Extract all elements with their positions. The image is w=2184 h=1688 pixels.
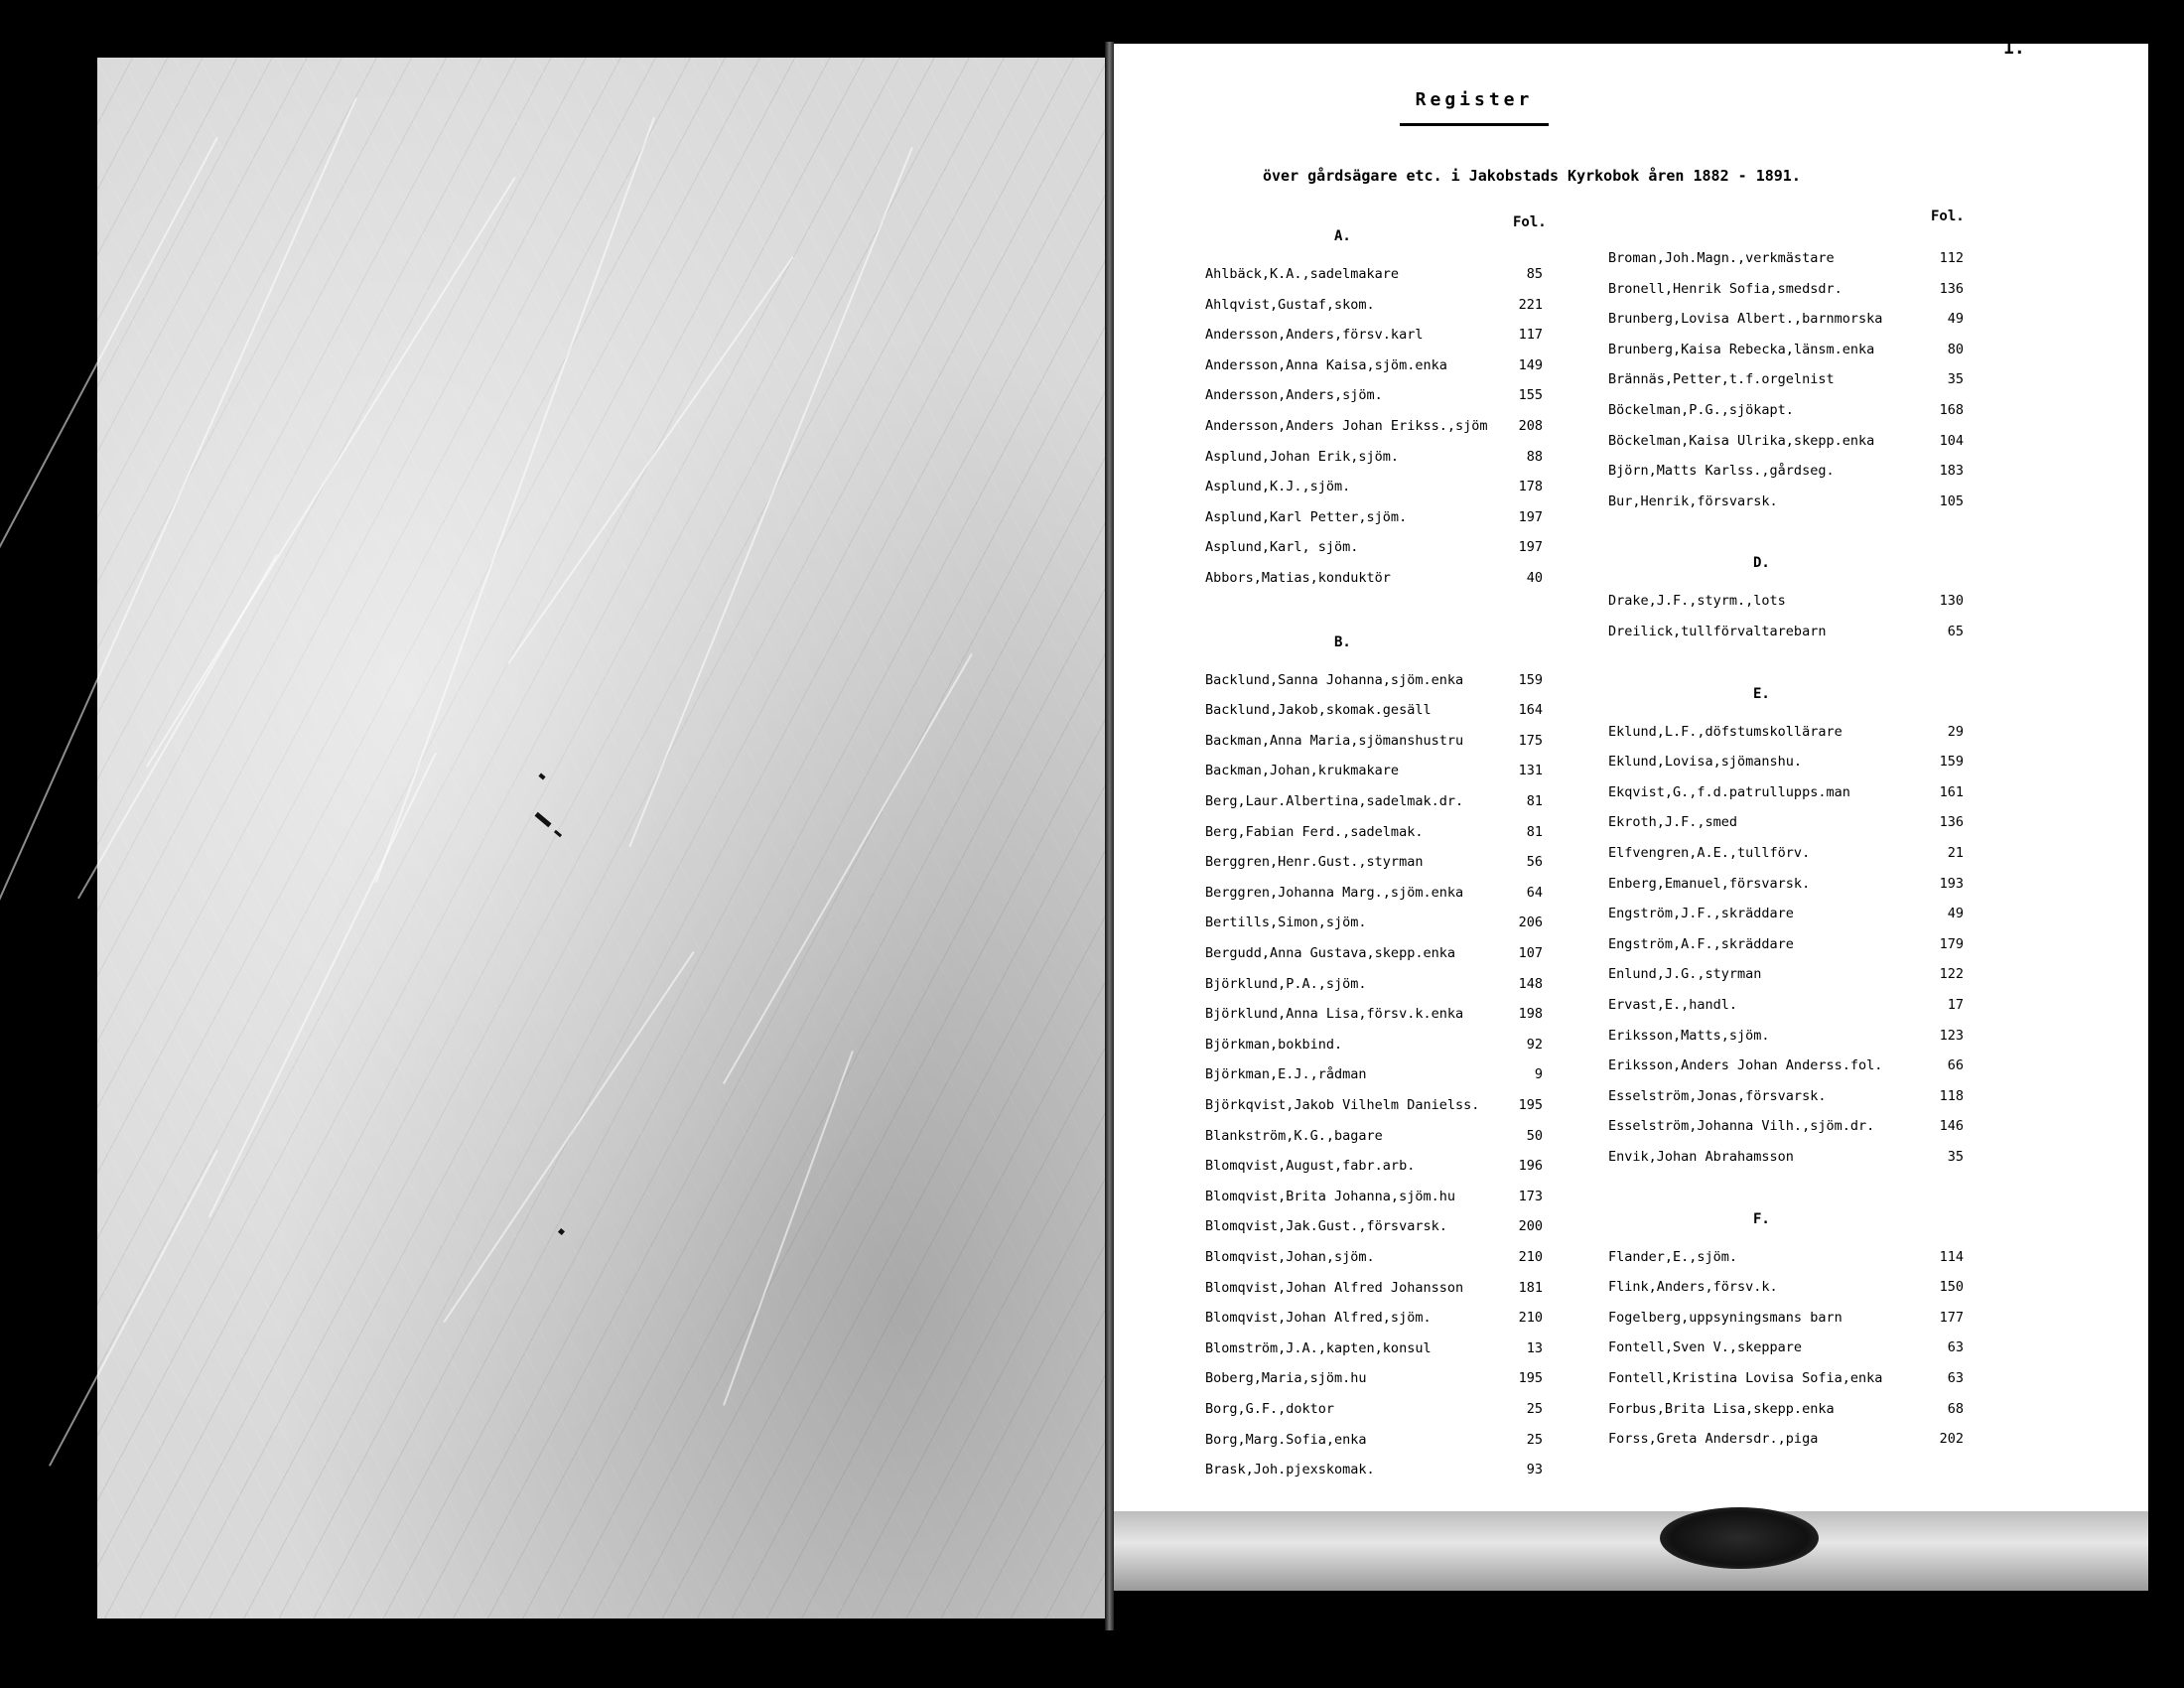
section-letter: A.: [1334, 228, 1351, 244]
entry-folio: 117: [1518, 327, 1543, 344]
register-entry: [1205, 1247, 1563, 1267]
entry-folio: 40: [1526, 570, 1543, 586]
film-speck: [538, 774, 545, 780]
folio-header-right: Fol.: [1931, 209, 1965, 224]
entry-folio: 168: [1939, 402, 1964, 418]
register-entry: [1205, 1368, 1563, 1388]
film-scratch: [443, 951, 694, 1323]
register-entry: [1205, 325, 1563, 345]
register-entry: [1205, 822, 1563, 842]
entry-name: Andersson,Anders Johan Erikss.,sjöm: [1205, 418, 1488, 434]
entry-name: Ekroth,J.F.,smed: [1608, 814, 1738, 831]
film-scratch: [723, 1051, 854, 1406]
register-entry: [1205, 913, 1563, 932]
entry-folio: 148: [1518, 975, 1543, 992]
register-entry: [1205, 1399, 1563, 1419]
register-entry: [1205, 507, 1563, 527]
register-entry: [1608, 874, 1985, 894]
section-letter: E.: [1753, 685, 1770, 702]
entry-name: Borg,G.F.,doktor: [1205, 1401, 1335, 1417]
entry-folio: 64: [1526, 884, 1543, 901]
entry-name: Fogelberg,uppsyningsmans barn: [1608, 1309, 1843, 1326]
entry-folio: 155: [1518, 387, 1543, 404]
register-entry: [1608, 812, 1985, 832]
film-scratch: [0, 137, 218, 664]
register-entry: [1205, 791, 1563, 811]
register-entry: [1205, 1064, 1563, 1084]
register-entry: [1205, 943, 1563, 963]
entry-name: Boberg,Maria,sjöm.hu: [1205, 1370, 1367, 1387]
register-entry: [1205, 883, 1563, 903]
register-entry: [1608, 1399, 1985, 1419]
title-underline: [1400, 123, 1549, 126]
register-entry: [1608, 1086, 1985, 1106]
entry-name: Ahlbäck,K.A.,sadelmakare: [1205, 266, 1400, 282]
register-entry: [1608, 622, 1985, 641]
entry-name: Flander,E.,sjöm.: [1608, 1248, 1738, 1265]
entry-name: Drake,J.F.,styrm.,lots: [1608, 593, 1786, 610]
register-entry: [1608, 461, 1985, 481]
entry-name: Eriksson,Anders Johan Anderss.fol.: [1608, 1057, 1883, 1074]
entry-folio: 150: [1939, 1279, 1964, 1296]
film-scratch: [375, 117, 655, 883]
entry-name: Björn,Matts Karlss.,gårdseg.: [1608, 463, 1835, 480]
entry-name: Esselström,Johanna Vilh.,sjöm.dr.: [1608, 1118, 1875, 1135]
entry-name: Elfvengren,A.E.,tullförv.: [1608, 845, 1811, 861]
film-speck: [554, 830, 562, 837]
register-entry: [1608, 248, 1985, 268]
entry-name: Asplund,Johan Erik,sjöm.: [1205, 448, 1400, 465]
entry-name: Blomström,J.A.,kapten,konsul: [1205, 1339, 1432, 1356]
register-entry: [1205, 416, 1563, 436]
section-letter: B.: [1334, 633, 1351, 650]
entry-folio: 9: [1534, 1066, 1543, 1083]
register-entry: [1608, 1247, 1985, 1267]
folio-header-left: Fol.: [1513, 214, 1547, 230]
register-entry: [1205, 447, 1563, 467]
entry-name: Ekqvist,G.,f.d.patrullupps.man: [1608, 783, 1850, 800]
entry-folio: 183: [1939, 463, 1964, 480]
entry-folio: 25: [1526, 1401, 1543, 1417]
entry-name: Backlund,Jakob,skomak.gesäll: [1205, 702, 1432, 719]
register-entry: [1205, 264, 1563, 284]
entry-name: Andersson,Anders,försv.karl: [1205, 327, 1424, 344]
film-speck: [534, 812, 551, 827]
register-entry: [1205, 355, 1563, 375]
entry-folio: 149: [1518, 356, 1543, 373]
entry-folio: 35: [1947, 1149, 1964, 1165]
register-entry: [1205, 385, 1563, 405]
register-entry: [1205, 1216, 1563, 1236]
entry-name: Engström,J.F.,skräddare: [1608, 906, 1794, 922]
register-entry: [1608, 431, 1985, 451]
register-entry: [1608, 1368, 1985, 1388]
register-entry: [1608, 1337, 1985, 1357]
register-entry: [1205, 1187, 1563, 1206]
entry-folio: 159: [1939, 754, 1964, 771]
film-scratch: [507, 256, 793, 664]
entry-folio: 161: [1939, 783, 1964, 800]
register-entry: [1205, 1004, 1563, 1024]
entry-name: Broman,Joh.Magn.,verkmästare: [1608, 250, 1835, 266]
entry-folio: 181: [1518, 1279, 1543, 1296]
entry-folio: 92: [1526, 1036, 1543, 1053]
entry-folio: 35: [1947, 371, 1964, 388]
entry-folio: 159: [1518, 671, 1543, 688]
register-entry: [1608, 492, 1985, 511]
film-scratch: [628, 147, 913, 847]
entry-name: Blankström,K.G.,bagare: [1205, 1127, 1383, 1144]
entry-folio: 88: [1526, 448, 1543, 465]
entry-folio: 50: [1526, 1127, 1543, 1144]
entry-folio: 197: [1518, 508, 1543, 525]
register-entry: [1205, 1156, 1563, 1176]
entry-name: Blomqvist,Johan,sjöm.: [1205, 1249, 1375, 1265]
entry-folio: 164: [1518, 702, 1543, 719]
register-entry: [1608, 369, 1985, 389]
register-entry: [1205, 731, 1563, 751]
entry-name: Ervast,E.,handl.: [1608, 997, 1738, 1013]
entry-name: Eklund,L.F.,döfstumskollärare: [1608, 723, 1843, 740]
register-entry: [1205, 1430, 1563, 1450]
entry-folio: 25: [1526, 1431, 1543, 1448]
entry-name: Forbus,Brita Lisa,skepp.enka: [1608, 1400, 1835, 1417]
film-scratch: [49, 1150, 218, 1467]
entry-name: Forss,Greta Andersdr.,piga: [1608, 1431, 1819, 1448]
entry-folio: 130: [1939, 593, 1964, 610]
entry-folio: 66: [1947, 1057, 1964, 1074]
entry-name: Berggren,Johanna Marg.,sjöm.enka: [1205, 884, 1464, 901]
entry-name: Brännäs,Petter,t.f.orgelnist: [1608, 371, 1835, 388]
register-entry: [1608, 1116, 1985, 1136]
register-entry: [1608, 340, 1985, 359]
entry-name: Envik,Johan Abrahamsson: [1608, 1149, 1794, 1165]
register-entry: [1608, 722, 1985, 742]
entry-name: Engström,A.F.,skräddare: [1608, 935, 1794, 952]
entry-folio: 63: [1947, 1370, 1964, 1386]
entry-name: Flink,Anders,försv.k.: [1608, 1279, 1778, 1296]
entry-name: Enberg,Emanuel,försvarsk.: [1608, 875, 1811, 892]
entry-folio: 13: [1526, 1339, 1543, 1356]
register-entry: [1205, 1126, 1563, 1146]
entry-name: Björklund,Anna Lisa,försv.k.enka: [1205, 1006, 1464, 1023]
film-speck: [558, 1228, 565, 1235]
register-entry: [1608, 752, 1985, 772]
entry-folio: 93: [1526, 1462, 1543, 1478]
entry-folio: 131: [1518, 763, 1543, 779]
entry-folio: 193: [1939, 875, 1964, 892]
entry-folio: 195: [1518, 1097, 1543, 1113]
page-subtitle: över gårdsägare etc. i Jakobstads Kyrkobok åren 1882 - 1891.: [1263, 167, 1801, 185]
entry-name: Brunberg,Kaisa Rebecka,länsm.enka: [1608, 341, 1875, 357]
register-entry: [1608, 400, 1985, 420]
entry-folio: 175: [1518, 732, 1543, 749]
left-blank-page: [97, 58, 1105, 1618]
register-entry: [1205, 1308, 1563, 1328]
register-entry: [1205, 670, 1563, 690]
register-entry: [1205, 700, 1563, 720]
register-entry: [1608, 1055, 1985, 1075]
entry-folio: 206: [1518, 914, 1543, 931]
film-scratch: [0, 97, 357, 914]
entry-name: Berg,Fabian Ferd.,sadelmak.: [1205, 823, 1424, 840]
register-entry: [1205, 537, 1563, 557]
entry-folio: 200: [1518, 1218, 1543, 1235]
entry-name: Blomqvist,Johan Alfred Johansson: [1205, 1279, 1464, 1296]
register-entry: [1205, 1278, 1563, 1298]
register-entry: [1608, 782, 1985, 802]
entry-folio: 114: [1939, 1248, 1964, 1265]
entry-folio: 80: [1947, 341, 1964, 357]
register-entry: [1205, 477, 1563, 496]
entry-name: Backman,Johan,krukmakare: [1205, 763, 1400, 779]
entry-folio: 49: [1947, 906, 1964, 922]
register-entry: [1608, 904, 1985, 923]
register-entry: [1608, 279, 1985, 299]
entry-folio: 81: [1526, 823, 1543, 840]
entry-folio: 118: [1939, 1087, 1964, 1104]
register-entry: [1608, 934, 1985, 954]
entry-folio: 210: [1518, 1249, 1543, 1265]
register-entry: [1608, 309, 1985, 329]
entry-folio: 105: [1939, 492, 1964, 509]
entry-name: Fontell,Sven V.,skeppare: [1608, 1339, 1803, 1356]
entry-name: Brunberg,Lovisa Albert.,barnmorska: [1608, 311, 1883, 328]
register-entry: [1608, 1277, 1985, 1297]
entry-folio: 196: [1518, 1158, 1543, 1175]
entry-folio: 146: [1939, 1118, 1964, 1135]
left-register-column: [1205, 209, 1563, 1499]
entry-folio: 221: [1518, 296, 1543, 313]
entry-name: Borg,Marg.Sofia,enka: [1205, 1431, 1367, 1448]
entry-folio: 173: [1518, 1188, 1543, 1204]
section-letter: F.: [1753, 1210, 1770, 1227]
entry-folio: 122: [1939, 966, 1964, 983]
entry-folio: 85: [1526, 266, 1543, 282]
entry-name: Bur,Henrik,försvarsk.: [1608, 492, 1778, 509]
section-letter: D.: [1753, 555, 1770, 572]
register-entry: [1608, 1308, 1985, 1328]
entry-name: Enlund,J.G.,styrman: [1608, 966, 1762, 983]
entry-folio: 177: [1939, 1309, 1964, 1326]
entry-folio: 112: [1939, 250, 1964, 266]
entry-folio: 68: [1947, 1400, 1964, 1417]
entry-folio: 29: [1947, 723, 1964, 740]
entry-name: Blomqvist,August,fabr.arb.: [1205, 1158, 1416, 1175]
entry-name: Björkman,E.J.,rådman: [1205, 1066, 1367, 1083]
entry-name: Fontell,Kristina Lovisa Sofia,enka: [1608, 1370, 1883, 1386]
entry-name: Asplund,Karl, sjöm.: [1205, 539, 1359, 556]
entry-name: Blomqvist,Jak.Gust.,försvarsk.: [1205, 1218, 1447, 1235]
register-entry: [1205, 974, 1563, 994]
register-entry: [1205, 1035, 1563, 1055]
film-scratch: [208, 753, 437, 1217]
entry-folio: 136: [1939, 814, 1964, 831]
entry-folio: 198: [1518, 1006, 1543, 1023]
register-entry: [1608, 843, 1985, 863]
register-entry: [1608, 995, 1985, 1015]
entry-name: Berg,Laur.Albertina,sadelmak.dr.: [1205, 793, 1464, 809]
entry-name: Bronell,Henrik Sofia,smedsdr.: [1608, 280, 1843, 297]
entry-name: Backman,Anna Maria,sjömanshustru: [1205, 732, 1464, 749]
entry-folio: 179: [1939, 935, 1964, 952]
register-entry: [1205, 1095, 1563, 1115]
film-scratch: [146, 177, 516, 768]
book-gutter: [1105, 42, 1114, 1630]
register-entry: [1608, 1429, 1985, 1449]
entry-folio: 210: [1518, 1310, 1543, 1327]
entry-name: Abbors,Matias,konduktör: [1205, 570, 1391, 586]
register-entry: [1608, 1026, 1985, 1046]
entry-folio: 136: [1939, 280, 1964, 297]
register-entry: [1205, 852, 1563, 872]
archive-stamp: [1660, 1507, 1819, 1569]
right-register-column: [1608, 209, 1985, 1499]
entry-name: Andersson,Anna Kaisa,sjöm.enka: [1205, 356, 1447, 373]
entry-folio: 21: [1947, 845, 1964, 861]
entry-name: Blomqvist,Brita Johanna,sjöm.hu: [1205, 1188, 1455, 1204]
entry-folio: 63: [1947, 1339, 1964, 1356]
entry-folio: 208: [1518, 418, 1543, 434]
entry-name: Esselström,Jonas,försvarsk.: [1608, 1087, 1827, 1104]
entry-name: Berggren,Henr.Gust.,styrman: [1205, 854, 1424, 871]
entry-folio: 202: [1939, 1431, 1964, 1448]
entry-name: Böckelman,Kaisa Ulrika,skepp.enka: [1608, 432, 1875, 449]
register-entry: [1205, 1460, 1563, 1479]
register-entry: [1608, 964, 1985, 984]
entry-name: Blomqvist,Johan Alfred,sjöm.: [1205, 1310, 1432, 1327]
film-scratch: [77, 554, 278, 899]
page-edge: [1114, 1511, 2148, 1591]
register-entry: [1608, 591, 1985, 611]
entry-name: Eklund,Lovisa,sjömanshu.: [1608, 754, 1803, 771]
register-entry: [1608, 1147, 1985, 1167]
entry-name: Backlund,Sanna Johanna,sjöm.enka: [1205, 671, 1464, 688]
entry-name: Eriksson,Matts,sjöm.: [1608, 1027, 1770, 1044]
page-title: Register: [1415, 89, 1534, 110]
entry-name: Brask,Joh.pjexskomak.: [1205, 1462, 1375, 1478]
entry-folio: 49: [1947, 311, 1964, 328]
register-entry: [1205, 295, 1563, 315]
entry-folio: 104: [1939, 432, 1964, 449]
entry-name: Asplund,K.J.,sjöm.: [1205, 479, 1351, 495]
entry-name: Asplund,Karl Petter,sjöm.: [1205, 508, 1408, 525]
entry-folio: 65: [1947, 624, 1964, 639]
register-entry: [1205, 568, 1563, 588]
entry-name: Andersson,Anders,sjöm.: [1205, 387, 1383, 404]
entry-folio: 56: [1526, 854, 1543, 871]
entry-folio: 123: [1939, 1027, 1964, 1044]
entry-name: Dreilick,tullförvaltarebarn: [1608, 624, 1827, 639]
entry-folio: 107: [1518, 945, 1543, 961]
register-entry: [1205, 1338, 1563, 1358]
entry-name: Ahlqvist,Gustaf,skom.: [1205, 296, 1375, 313]
entry-name: Bertills,Simon,sjöm.: [1205, 914, 1367, 931]
entry-folio: 178: [1518, 479, 1543, 495]
entry-name: Böckelman,P.G.,sjökapt.: [1608, 402, 1794, 418]
entry-folio: 197: [1518, 539, 1543, 556]
entry-name: Björkqvist,Jakob Vilhelm Danielss.: [1205, 1097, 1480, 1113]
entry-folio: 195: [1518, 1370, 1543, 1387]
entry-name: Bergudd,Anna Gustava,skepp.enka: [1205, 945, 1455, 961]
page-number: 1.: [2003, 38, 2025, 59]
entry-folio: 17: [1947, 997, 1964, 1013]
register-entry: [1205, 761, 1563, 780]
entry-folio: 81: [1526, 793, 1543, 809]
entry-name: Björklund,P.A.,sjöm.: [1205, 975, 1367, 992]
film-scratch: [723, 653, 973, 1084]
entry-name: Björkman,bokbind.: [1205, 1036, 1343, 1053]
